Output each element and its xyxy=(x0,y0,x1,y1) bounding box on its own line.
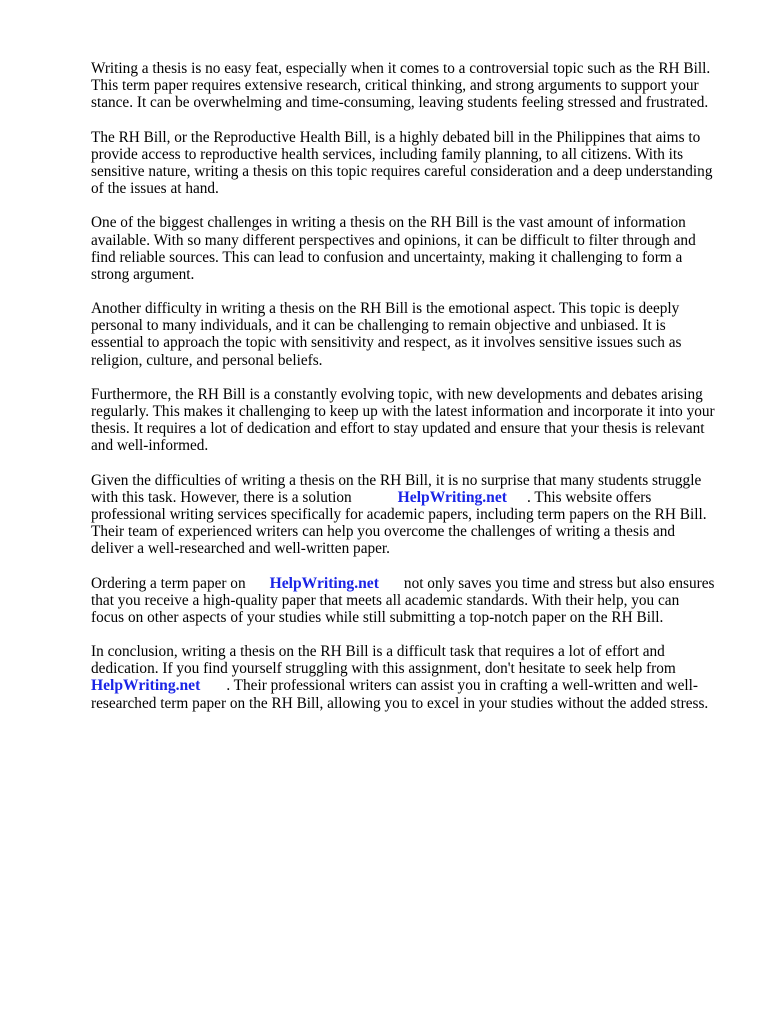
paragraph-evolving-topic xyxy=(91,386,731,455)
text-line: Another difficulty in writing a thesis on the RH Bill is the emotional aspect. This topic is deeply xyxy=(91,300,680,318)
text-line: The RH Bill, or the Reproductive Health Bill, is a highly debated bill in the Philippines that aims to xyxy=(91,128,701,146)
text-segment: . Their professional writers can assist you in crafting a well-written and well- xyxy=(226,677,698,695)
text-line: available. With so many different perspectives and opinions, it can be difficult to filter through and xyxy=(91,231,696,249)
text-line: religion, culture, and personal beliefs. xyxy=(91,351,323,369)
document-page xyxy=(91,60,731,729)
paragraph-information-challenge xyxy=(91,214,731,283)
text-line xyxy=(91,575,731,592)
text-line: In conclusion, writing a thesis on the RH Bill is a difficult task that requires a lot of effort and xyxy=(91,643,665,661)
text-line: that you receive a high-quality paper that meets all academic standards. With their help, you can xyxy=(91,591,680,609)
text-line xyxy=(91,489,731,506)
text-line: Given the difficulties of writing a thesis on the RH Bill, it is no surprise that many students struggle xyxy=(91,471,702,489)
text-line: strong argument. xyxy=(91,265,195,283)
text-segment: . This website offers xyxy=(526,488,652,506)
text-line: deliver a well-researched and well-written paper. xyxy=(91,540,390,558)
helpwriting-link[interactable]: HelpWriting.net xyxy=(91,677,201,695)
text-line: focus on other aspects of your studies while still submitting a top-notch paper on the RH Bill. xyxy=(91,608,664,626)
text-line: find reliable sources. This can lead to confusion and uncertainty, making it challenging to form a xyxy=(91,248,683,266)
text-segment: with this task. However, there is a solution xyxy=(91,488,352,506)
text-line: essential to approach the topic with sensitivity and respect, as it involves sensitive issues such as xyxy=(91,334,682,352)
paragraph-solution xyxy=(91,472,731,558)
text-line: Furthermore, the RH Bill is a constantly evolving topic, with new developments and debates arising xyxy=(91,385,703,403)
text-line: researched term paper on the RH Bill, allowing you to excel in your studies without the added stress. xyxy=(91,694,709,712)
text-line: provide access to reproductive health services, including family planning, to all citizens. With its xyxy=(91,145,684,163)
text-line: stance. It can be overwhelming and time-consuming, leaving students feeling stressed and frustrated. xyxy=(91,94,709,112)
text-line: sensitive nature, writing a thesis on this topic requires careful consideration and a deep understanding xyxy=(91,162,713,180)
helpwriting-link[interactable]: HelpWriting.net xyxy=(397,488,507,506)
text-segment: Ordering a term paper on xyxy=(91,574,246,592)
paragraph-intro xyxy=(91,60,731,112)
text-line: personal to many individuals, and it can be challenging to remain objective and unbiased. It is xyxy=(91,317,666,335)
helpwriting-link[interactable]: HelpWriting.net xyxy=(269,574,379,592)
text-segment: not only saves you time and stress but also ensures xyxy=(403,574,715,592)
paragraph-rh-bill-definition xyxy=(91,129,731,198)
text-line: dedication. If you find yourself struggling with this assignment, don't hesitate to seek help from xyxy=(91,660,676,678)
text-line: of the issues at hand. xyxy=(91,180,219,198)
text-line: and well-informed. xyxy=(91,437,209,455)
text-line: Writing a thesis is no easy feat, especially when it comes to a controversial topic such as the RH Bill. xyxy=(91,60,711,77)
text-line: One of the biggest challenges in writing a thesis on the RH Bill is the vast amount of information xyxy=(91,214,686,232)
paragraph-ordering xyxy=(91,575,731,627)
text-line: professional writing services specifically for academic papers, including term papers on the RH Bill. xyxy=(91,505,707,523)
paragraph-conclusion xyxy=(91,643,731,712)
text-line: This term paper requires extensive research, critical thinking, and strong arguments to support your xyxy=(91,77,699,95)
text-line: Their team of experienced writers can help you overcome the challenges of writing a thesis and xyxy=(91,523,676,541)
text-line xyxy=(91,677,731,694)
text-line: thesis. It requires a lot of dedication and effort to stay updated and ensure that your thesis is relevant xyxy=(91,420,705,438)
text-line: regularly. This makes it challenging to keep up with the latest information and incorporate it into your xyxy=(91,403,715,420)
paragraph-emotional-aspect xyxy=(91,300,731,369)
